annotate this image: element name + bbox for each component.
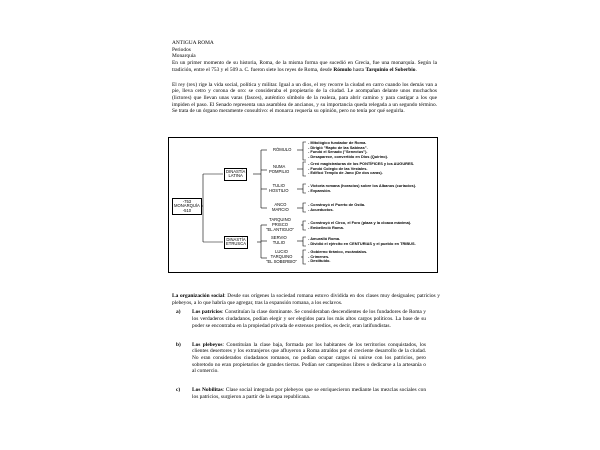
monarchy-diagram [168, 137, 438, 273]
king-romulo-facts: - Mitológico fundador de Roma. - Dirigió "Rapto de las Sabinas". - Fundó el Senado ("Senectus"). - Desaparece, convertido en Dios (Quirino). [308, 140, 388, 160]
king-lucio-facts: - Gobierno tiránico, escándalos. - Crímenes. - Destituido. [308, 249, 368, 264]
list-item-nobilitas: c) Los Nobilitas: Clase social integrada por plebeyos que se enriquecieron mediante las mezclas sociales con los patricios, surgieron a partir de la etapa republicana. [176, 387, 427, 400]
bold-tarquinio: Tarquinio el Soberbio [365, 66, 416, 73]
list-item-plebeyos: b) Los plebeyos: Constituían la clase baja, formada por los habitantes de los territorios conquistados, los clientes desertores y los extranjeros que afluyeron a Roma atraídos por el creciente desarrollo de la ciudad. No eran considerados ciudadanos romanos, no podían ocupar cargos ni unirse con los patricios, pero sobretodo no eran propietarios de grandes tierras. Podían ser campesinos libres o dedicarse a la artesanía o al comercio. [176, 341, 426, 375]
dinastia-etrusca-box: DINASTÍA ETRUSCA [224, 236, 248, 249]
section-heading-periodos: Periodos [172, 46, 191, 53]
king-tulio-hostilio: TULIO HOSTILIO [269, 183, 289, 193]
section-heading-monarquia: Monarquía [172, 53, 196, 60]
king-numa-pompilio: NUMA POMPILIO [269, 164, 290, 174]
king-lucio-tarquino: LUCIO TARQUINO "EL SOBERBIO" [266, 249, 297, 264]
paragraph-monarquia: En un primer momento de su historia, Roma, de la misma forma que sucedió en Grecia, fue una monarquía. Según la tradición, entre el 753 y el 509 a. C. fueron siete los reyes de Roma, desde Rómulo hasta Tarquinio el Soberbio. [172, 60, 437, 73]
paragraph-rey: El rey (rex) rige la vida social, política y militar. Igual a un dios, el rey recorre la ciudad en carro cuando los demás van a pie, lleva cetro y corona de oro: se consideraba el propietario de la ciudad. Le acompañan delante unos muchachos (lictores) que llevan unas varas (fasces), auténtico símbolo de la realeza, para abrir camino y para castigar a los que impiden el paso. El Senado representa una asamblea de ancianos, y su importancia queda relegada a un segundo término. Se trata de un órgano meramente consultivo: el monarca requería su opinión, pero no tenía por qué seguirla. [172, 81, 437, 115]
document-header [172, 40, 437, 60]
king-romulo: RÓMULO [273, 147, 292, 152]
social-organization-section [172, 293, 440, 400]
bold-romulo: Rómulo [333, 66, 352, 73]
king-anco-marcio: ANCO MARCIO [272, 202, 289, 212]
king-servio-facts: - Amuralló Roma. - Dividió el ejército en CENTURIAS y el pueblo en TRIBUS. [308, 236, 416, 246]
social-intro-paragraph: La organización social: Desde sus orígenes la sociedad romana estuvo dividida en dos clases muy desiguales; patricios y plebeyos, a lo que habría que agregar, tras la expansión romana, a los esclavos. [172, 293, 441, 306]
king-tarquino-facts: - Construyó el Circo, el Foro (plaza y la cloaca máxima). - Embelleció Roma. [308, 220, 412, 230]
king-anco-facts: - Construyó el Puerto de Ostia. - Acueductos. [308, 202, 366, 212]
document-title: ANTIGUA ROMA [172, 40, 214, 46]
king-numa-facts: - Creó magistraturas de los PONTÍFICES y los AUGURES. - Fundó Colegio de las Vestales. - Edificó Templo de Jano (De dos caras). [308, 161, 415, 176]
document-body [172, 40, 437, 118]
king-tarquino-prisco: TARQUINO PRISCO "EL ANTIGUO" [266, 217, 294, 232]
dinastia-latina-box: DINASTÍA LATINA [224, 168, 247, 181]
social-heading: La organización social [172, 293, 225, 299]
monarquia-box: -753 MONARQUÍA -510 [172, 198, 202, 215]
king-tulio-facts: - Victoria romana (horacios) sobre los Albanos (curiacios). - Expansión. [308, 183, 417, 193]
king-servio-tulio: SERVIO TULIO [271, 235, 287, 245]
diagram-connectors [169, 138, 439, 274]
list-item-patricios: a) Los patricios: Constituían la clase dominante. Se consideraban descendientes de los fundadores de Roma y los verdaderos ciudadanos, podían elegir y ser elegidos para los más altos cargos políticos. La base de su poder se encontraba en la propiedad privada de extensos predios, es decir, eran latifundistas. [176, 309, 426, 329]
